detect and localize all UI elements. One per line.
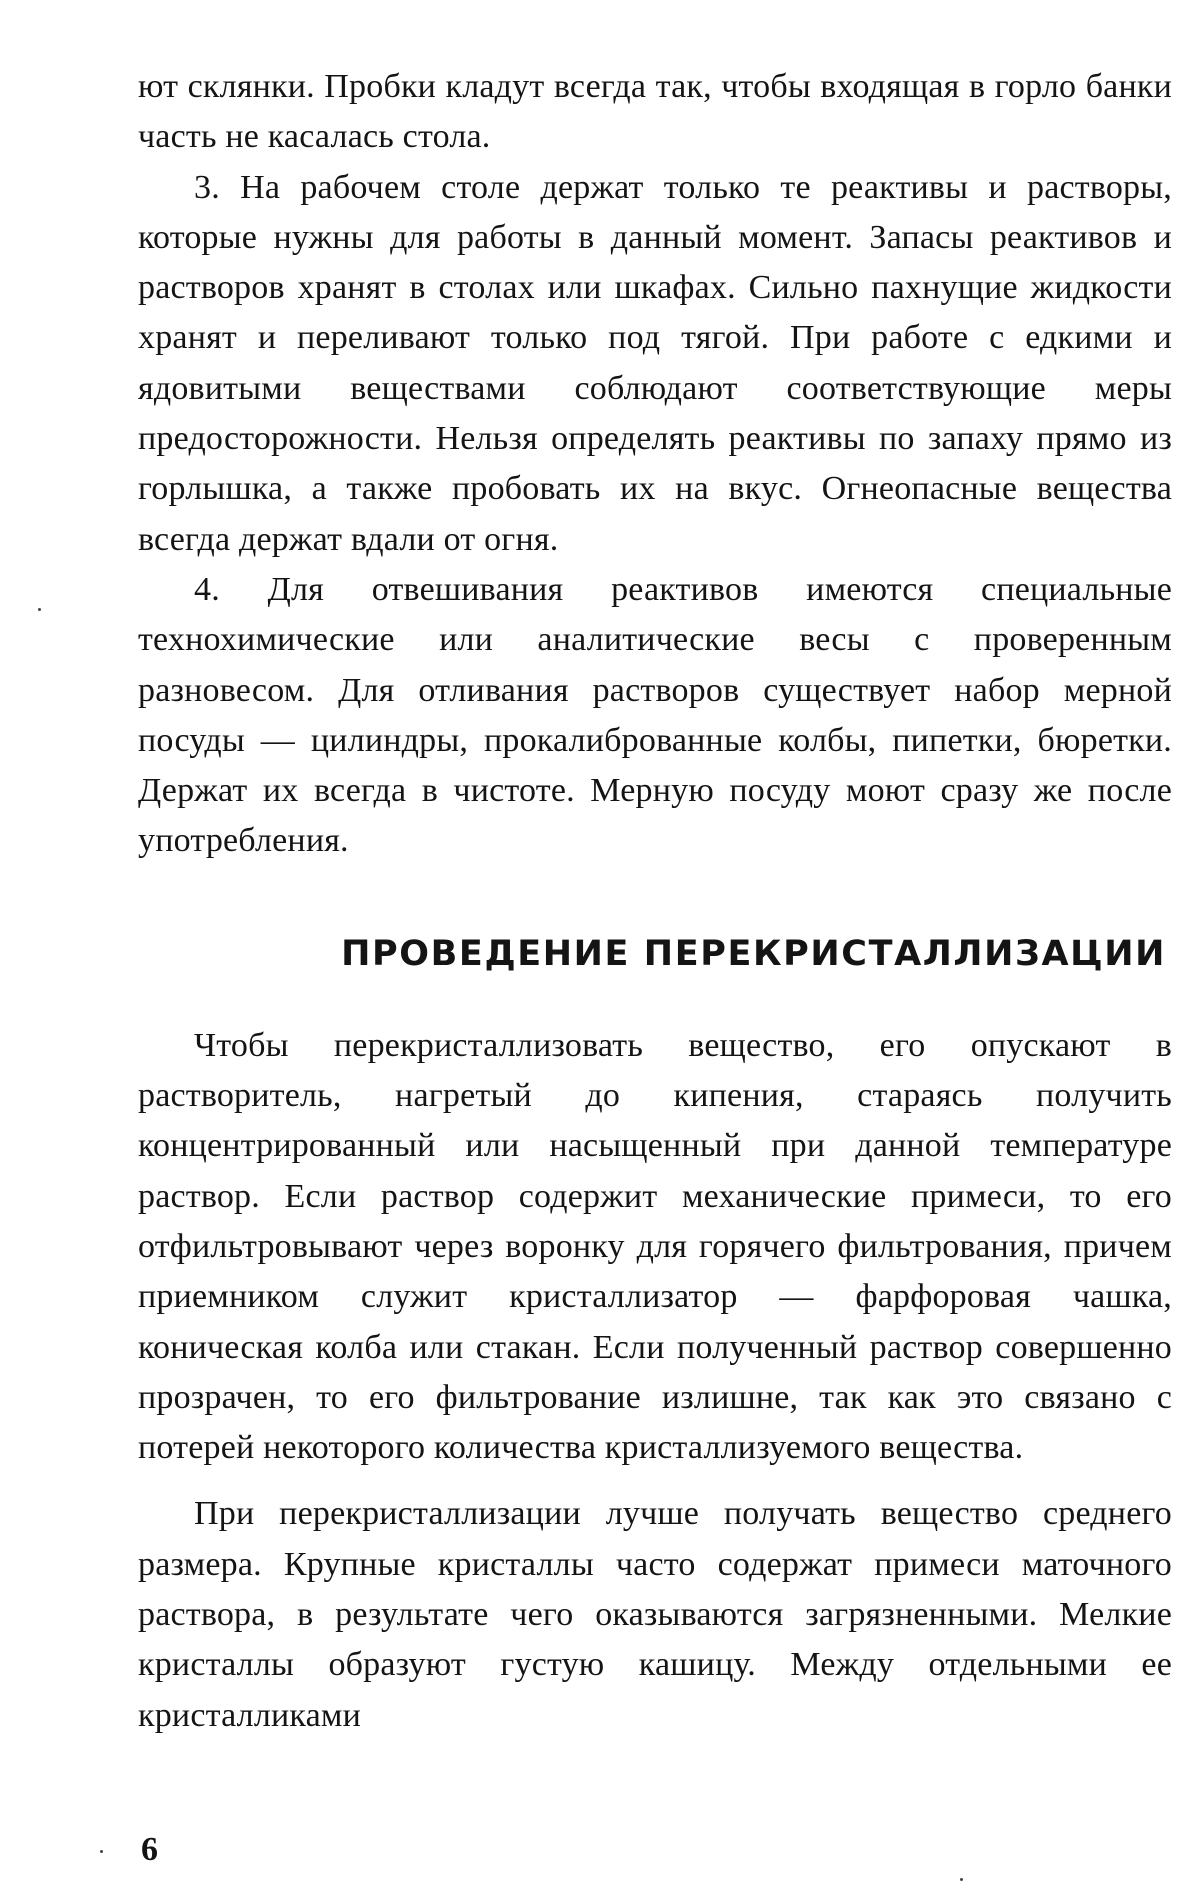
page-body xyxy=(138,62,1172,1741)
paragraph-item-3: 3. На рабочем столе держат только те реактивы и растворы, которые нужны для работы в данный момент. Запасы реактивов и растворов хранят в столах или шкафах. Сильно пахнущие жидкости хранят и переливают только под тягой. При работе с едкими и ядовитыми веществами соблюдают соответствующие меры предосторожности. Нельзя определять реактивы по запаху прямо из горлышка, а также пробовать их на вкус. Огнеопасные вещества всегда держат вдали от огня. xyxy=(138,168,1172,558)
section-heading: ПРОВЕДЕНИЕ ПЕРЕКРИСТАЛЛИЗАЦИИ xyxy=(341,933,1166,974)
scan-speck xyxy=(960,1878,963,1881)
paragraph-crystal-size: При перекристаллизации лучше получать вещество среднего размера. Крупные кристаллы часто содержат примеси маточного раствора, в результате чего оказываются загрязненными. Мелкие кристаллы образуют густую кашицу. Между отдельными ее кристалликами xyxy=(138,1495,1172,1734)
page-number: 6 xyxy=(141,1831,158,1868)
scan-speck xyxy=(38,608,41,611)
paragraph-recrystallization-intro: Чтобы перекристаллизовать вещество, его опускают в растворитель, нагретый до кипения, стараясь получить концентрированный или насыщенный при данной температуре раствор. Если раствор содержит механические примеси, то его отфильтровывают через воронку для горячего фильтрования, причем приемником служит кристаллизатор — фарфоровая чашка, коническая колба или стакан. Если полученный раствор совершенно прозрачен, то его фильтрование излишне, так как это связано с потерей некоторого количества кристаллизуемого вещества. xyxy=(138,1026,1172,1467)
paragraph-continuation: ют склянки. Пробки кладут всегда так, чтобы входящая в горло банки часть не касалась стола. xyxy=(138,68,1172,156)
paragraph-gap xyxy=(138,1473,1172,1489)
paragraph-item-4: 4. Для отвешивания реактивов имеются специальные технохимические или аналитические весы с проверенным разновесом. Для отливания растворов существует набор мерной посуды — цилиндры, прокалиброванные колбы, пипетки, бюретки. Держат их всегда в чистоте. Мерную посуду моют сразу же после употребления. xyxy=(138,570,1172,860)
scan-speck xyxy=(100,1850,103,1853)
